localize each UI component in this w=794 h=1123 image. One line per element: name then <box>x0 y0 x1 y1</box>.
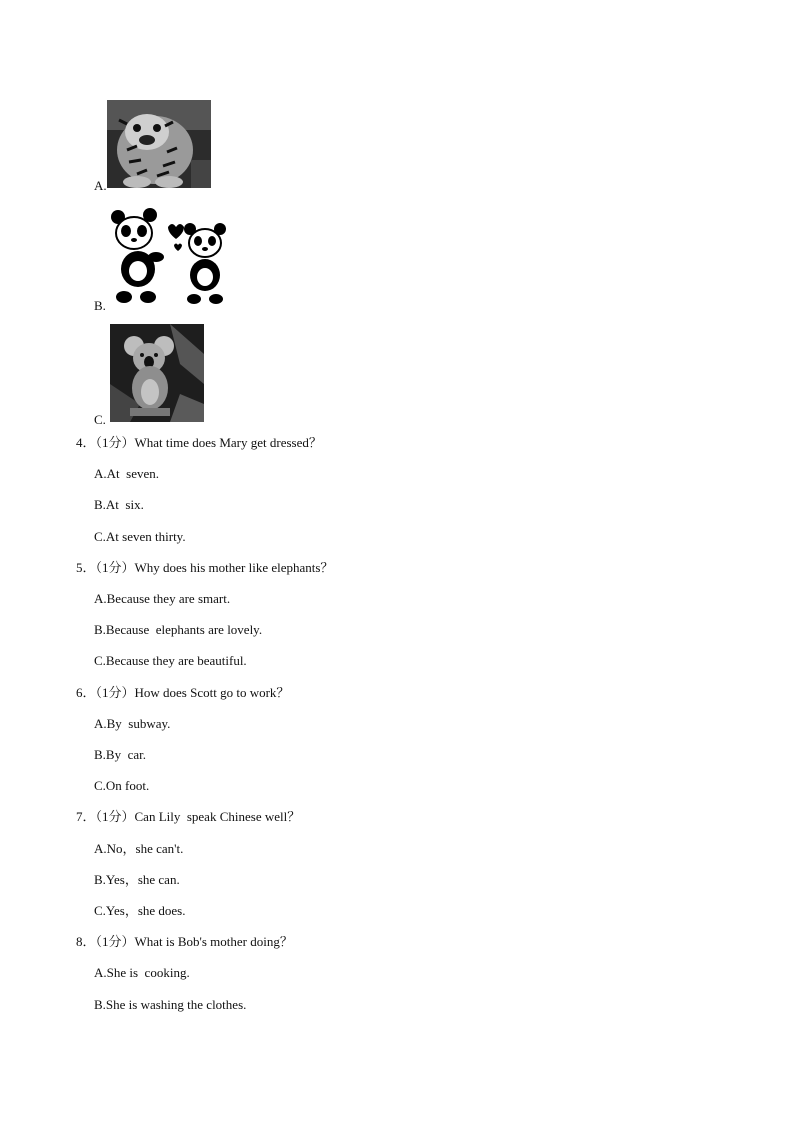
question-7-option-a: A.No，she can't. <box>94 841 184 856</box>
question-6-option-c: C.On foot. <box>94 778 150 793</box>
koala-icon <box>110 324 204 422</box>
option-letter-b: B. <box>94 298 106 313</box>
tiger-photo <box>107 100 211 188</box>
question-5-option-b: B.Because elephants are lovely. <box>94 622 263 637</box>
question-6-option-b: B.By car. <box>94 747 146 762</box>
question-5-option-c: C.Because they are beautiful. <box>94 653 247 668</box>
tiger-icon <box>107 100 211 188</box>
question-4-header: 4．（1分）What time does Mary get dressed？ <box>76 435 322 450</box>
question-6-header: 6．（1分）How does Scott go to work？ <box>76 685 290 700</box>
question-7-option-b: B.Yes，she can. <box>94 872 180 887</box>
option-letter-a: A. <box>94 178 107 193</box>
question-7-option-c: C.Yes，she does. <box>94 903 186 918</box>
question-6-option-a: A.By subway. <box>94 716 171 731</box>
question-8-option-a: A.She is cooking. <box>94 965 190 980</box>
question-4-option-b: B.At six. <box>94 497 144 512</box>
panda-icon <box>110 207 230 307</box>
question-8-option-b: B.She is washing the clothes. <box>94 997 247 1012</box>
pandas-picture <box>110 207 230 307</box>
question-4-option-c: C.At seven thirty. <box>94 529 186 544</box>
question-8-header: 8．（1分）What is Bob's mother doing？ <box>76 934 293 949</box>
question-5-option-a: A.Because they are smart. <box>94 591 231 606</box>
question-5-header: 5．（1分）Why does his mother like elephants？ <box>76 560 334 575</box>
question-4-option-a: A.At seven. <box>94 466 159 481</box>
question-7-header: 7．（1分）Can Lily speak Chinese well？ <box>76 809 301 824</box>
option-letter-c: C. <box>94 412 106 427</box>
koala-photo <box>110 324 204 422</box>
